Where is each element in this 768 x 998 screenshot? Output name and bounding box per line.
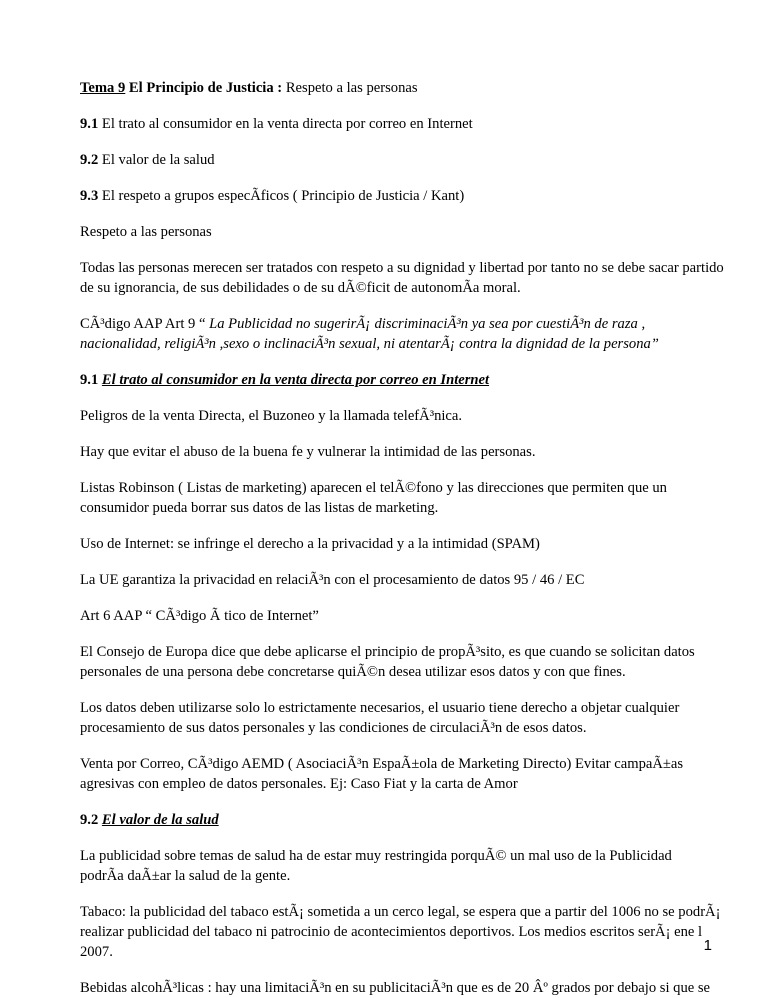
- section-9-1-heading: 9.1 El trato al consumidor en la venta directa por correo en Internet: [80, 372, 490, 388]
- s92-paragraph: realizar publicidad del tabaco ni patrocinio de acontecimientos deportivos. Los medios escritos serÃ¡ ene l: [80, 924, 703, 940]
- s92-paragraph: 2007.: [80, 944, 113, 960]
- toc-item-9-3: 9.3 El respeto a grupos especÃficos ( Principio de Justicia / Kant): [80, 188, 465, 204]
- section-9-2-heading: 9.2 El valor de la salud: [80, 812, 219, 828]
- s91-paragraph: Art 6 AAP “ CÃ³digo Ã tico de Internet”: [80, 608, 319, 624]
- s91-paragraph: Venta por Correo, CÃ³digo AEMD ( AsociaciÃ³n EspaÃ±ola de Marketing Directo) Evitar campaÃ±as: [80, 756, 684, 772]
- s91-paragraph: personales de una persona debe concretarse quiÃ©n desea utilizar esos datos y con que fines.: [80, 664, 626, 680]
- intro-line-2: de su ignorancia, de sus debilidades o de su dÃ©ficit de autonomÃa moral.: [80, 280, 521, 296]
- s91-paragraph: La UE garantiza la privacidad en relaciÃ³n con el procesamiento de datos 95 / 46 / EC: [80, 572, 585, 588]
- respeto-title: Respeto a las personas: [80, 224, 212, 240]
- codigo-line-1: CÃ³digo AAP Art 9 “ La Publicidad no sugerirÃ¡ discriminaciÃ³n ya sea por cuestiÃ³n de raza ,: [80, 316, 646, 332]
- s91-paragraph: El Consejo de Europa dice que debe aplicarse el principio de propÃ³sito, es que cuando se solicitan datos: [80, 644, 695, 660]
- s91-paragraph: Los datos deben utilizarse solo lo estrictamente necesarios, el usuario tiene derecho a objetar cualquier: [80, 700, 680, 716]
- s91-paragraph: Uso de Internet: se infringe el derecho a la privacidad y a la intimidad (SPAM): [80, 536, 540, 552]
- s91-paragraph: agresivas con empleo de datos personales. Ej: Caso Fiat y la carta de Amor: [80, 776, 518, 792]
- heading-rest: Respeto a las personas: [282, 80, 418, 96]
- s92-paragraph: Bebidas alcohÃ³licas : hay una limitaciÃ³n en su publicitaciÃ³n que es de 20 Âº grados por debajo si que se: [80, 980, 711, 996]
- s91-paragraph: procesamiento de sus datos personales y las condiciones de circulaciÃ³n de esos datos.: [80, 720, 587, 736]
- toc-item-9-1: 9.1 El trato al consumidor en la venta directa por correo en Internet: [80, 116, 473, 132]
- page-number: 1: [703, 937, 712, 954]
- codigo-line-2: nacionalidad, religiÃ³n ,sexo o inclinaciÃ³n sexual, ni atentarÃ¡ contra la dignidad de la persona”: [80, 336, 659, 352]
- s91-paragraph: Listas Robinson ( Listas de marketing) aparecen el telÃ©fono y las direcciones que permiten que un: [80, 480, 667, 496]
- document-heading: [80, 78, 710, 98]
- s92-paragraph: Tabaco: la publicidad del tabaco estÃ¡ sometida a un cerco legal, se espera que a partir del 1006 no se podrÃ¡: [80, 904, 721, 920]
- intro-line-1: Todas las personas merecen ser tratados con respeto a su dignidad y libertad por tanto no se debe sacar partido: [80, 260, 724, 276]
- toc-item-9-2: 9.2 El valor de la salud: [80, 152, 215, 168]
- s91-paragraph: Hay que evitar el abuso de la buena fe y vulnerar la intimidad de las personas.: [80, 444, 536, 460]
- s91-paragraph: Peligros de la venta Directa, el Buzoneo y la llamada telefÃ³nica.: [80, 408, 463, 424]
- s91-paragraph: consumidor pueda borrar sus datos de las listas de marketing.: [80, 500, 439, 516]
- principio-label: El Principio de Justicia :: [125, 80, 283, 96]
- s92-paragraph: La publicidad sobre temas de salud ha de estar muy restringida porquÃ© un mal uso de la Publicidad: [80, 848, 672, 864]
- s92-paragraph: podrÃa daÃ±ar la salud de la gente.: [80, 868, 291, 884]
- tema-label: Tema 9: [80, 80, 126, 96]
